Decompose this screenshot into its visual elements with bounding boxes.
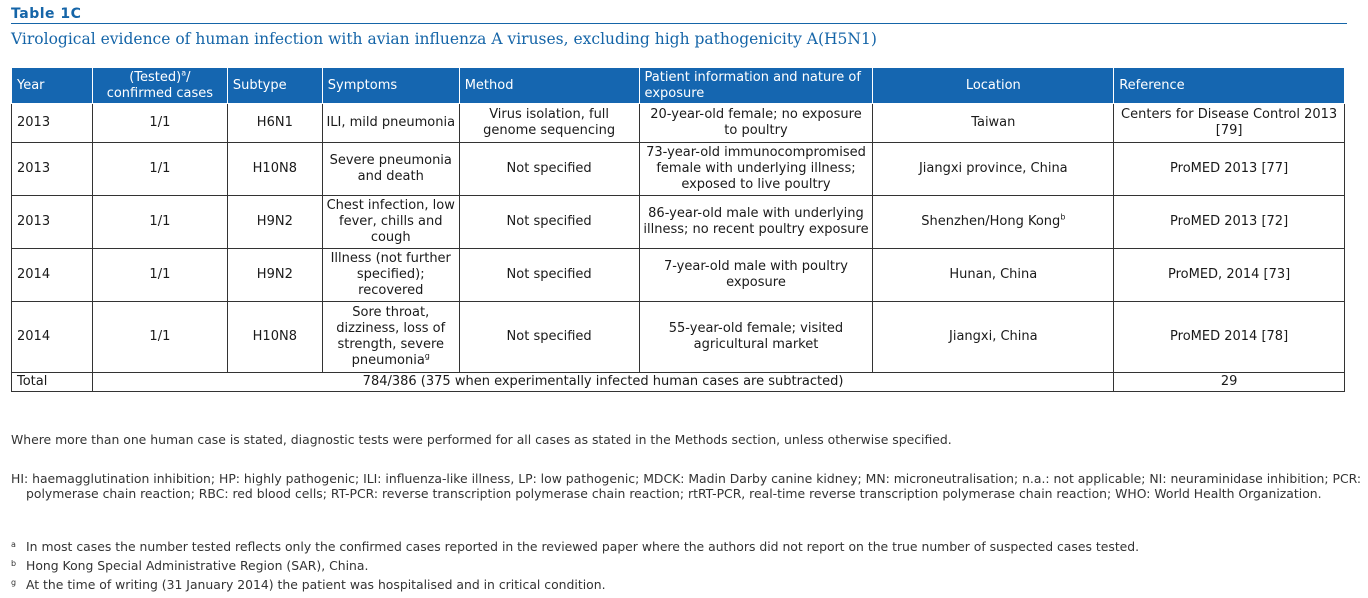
cell-patient: 55-year-old female; visited agricultural market (639, 302, 873, 373)
location-text: Shenzhen/Hong Kong (921, 214, 1061, 229)
table-row (12, 196, 1345, 249)
cell-reference: ProMED 2014 [78] (1114, 302, 1345, 373)
header-cases-line1: (Tested) (129, 69, 182, 85)
footnote-text: In most cases the number tested reflects only the confirmed cases reported in the reviewed paper where the authors did not report on the true number of suspected cases tested. (26, 539, 1140, 554)
cell-subtype: H9N2 (227, 249, 322, 302)
header-method: Method (459, 68, 639, 104)
table-row (12, 302, 1345, 373)
footnote (11, 539, 1139, 554)
footnote-mark: a (11, 540, 16, 549)
table-row (12, 143, 1345, 196)
cell-method: Not specified (459, 302, 639, 373)
title-divider (11, 23, 1347, 24)
table-row (12, 104, 1345, 143)
symptoms-footnote-mark: g (424, 351, 430, 361)
footnote (11, 558, 368, 573)
header-cases (92, 68, 227, 104)
cell-cases: 1/1 (92, 249, 227, 302)
cell-location (873, 104, 1114, 143)
cell-symptoms (322, 249, 459, 302)
cell-location (873, 143, 1114, 196)
cell-year: 2013 (12, 196, 93, 249)
footnote-text: Hong Kong Special Administrative Region (SAR), China. (26, 558, 369, 573)
cell-cases: 1/1 (92, 196, 227, 249)
symptoms-text: Illness (not further specified); recovered (330, 251, 451, 298)
footnote-mark: b (11, 559, 17, 568)
cell-symptoms (322, 104, 459, 143)
cell-location (873, 196, 1114, 249)
symptoms-text: Severe pneumonia and death (329, 153, 452, 184)
symptoms-text: Chest infection, low fever, chills and cough (326, 198, 455, 245)
location-text: Jiangxi, China (949, 329, 1038, 344)
cell-subtype: H10N8 (227, 302, 322, 373)
cell-method: Not specified (459, 196, 639, 249)
location-footnote-mark: b (1060, 212, 1066, 222)
cell-method: Not specified (459, 249, 639, 302)
cell-reference: ProMED 2013 [72] (1114, 196, 1345, 249)
total-value: 784/386 (375 when experimentally infected human cases are subtracted) (92, 373, 1113, 392)
footnote-mark: g (11, 578, 17, 587)
location-text: Jiangxi province, China (918, 161, 1068, 176)
header-cases-line2: confirmed cases (106, 85, 214, 101)
header-location: Location (873, 68, 1114, 104)
cell-symptoms (322, 196, 459, 249)
cell-cases: 1/1 (92, 302, 227, 373)
general-note: Where more than one human case is stated, diagnostic tests were performed for all cases as stated in the Methods section, unless otherwise specified. (11, 432, 952, 447)
cell-reference: ProMED 2013 [77] (1114, 143, 1345, 196)
cell-symptoms (322, 143, 459, 196)
table-label: Table 1C (11, 6, 82, 22)
cell-patient: 7-year-old male with poultry exposure (639, 249, 873, 302)
table-title: Virological evidence of human infection with avian influenza A viruses, excluding high pathogenicity A(H5N1) (11, 30, 877, 48)
header-year: Year (12, 68, 93, 104)
total-references: 29 (1114, 373, 1345, 392)
total-row (12, 373, 1345, 392)
cell-location (873, 249, 1114, 302)
footnote-text: At the time of writing (31 January 2014) the patient was hospitalised and in critical condition. (26, 577, 606, 592)
cell-patient: 20-year-old female; no exposure to poultry (639, 104, 873, 143)
header-symptoms: Symptoms (322, 68, 459, 104)
symptoms-text: ILI, mild pneumonia (326, 115, 456, 130)
cell-method: Virus isolation, full genome sequencing (459, 104, 639, 143)
cell-symptoms (322, 302, 459, 373)
cell-year: 2013 (12, 143, 93, 196)
cell-reference: Centers for Disease Control 2013 [79] (1114, 104, 1345, 143)
total-label: Total (12, 373, 93, 392)
header-cases-slash: / (186, 69, 191, 85)
cell-subtype: H9N2 (227, 196, 322, 249)
cell-subtype: H6N1 (227, 104, 322, 143)
header-patient: Patient information and nature of exposure (639, 68, 873, 104)
cell-year: 2014 (12, 249, 93, 302)
symptoms-text: Sore throat, dizziness, loss of strength, severe pneumonia (336, 305, 446, 368)
cell-subtype: H10N8 (227, 143, 322, 196)
header-reference: Reference (1114, 68, 1345, 104)
cell-location (873, 302, 1114, 373)
header-row (12, 68, 1345, 104)
header-subtype: Subtype (227, 68, 322, 104)
cell-reference: ProMED, 2014 [73] (1114, 249, 1345, 302)
cell-cases: 1/1 (92, 143, 227, 196)
header-cases-footnote-mark: a (181, 68, 187, 78)
cell-method: Not specified (459, 143, 639, 196)
cell-year: 2013 (12, 104, 93, 143)
cell-patient: 73-year-old immunocompromised female with underlying illness; exposed to live poultry (639, 143, 873, 196)
cell-cases: 1/1 (92, 104, 227, 143)
location-text: Taiwan (971, 115, 1016, 130)
footnote (11, 577, 606, 592)
cell-patient: 86-year-old male with underlying illness; no recent poultry exposure (639, 196, 873, 249)
table-row (12, 249, 1345, 302)
abbreviations-note: HI: haemagglutination inhibition; HP: highly pathogenic; ILI: influenza-like illness, LP: low pathogenic; MDCK: Madin Darby canine kidney; MN: microneutralisation; n.a.: not applicable; NI: neuraminidase inhibition; PCR: polymerase chain reaction; RBC: red blood cells; RT-PCR: reverse transcription polymerase chain reaction; rtRT-PCR, real-time reverse transcription polymerase chain reaction; WHO: World Health Organization. (11, 471, 1362, 501)
data-table (11, 67, 1345, 392)
cell-year: 2014 (12, 302, 93, 373)
location-text: Hunan, China (949, 267, 1038, 282)
